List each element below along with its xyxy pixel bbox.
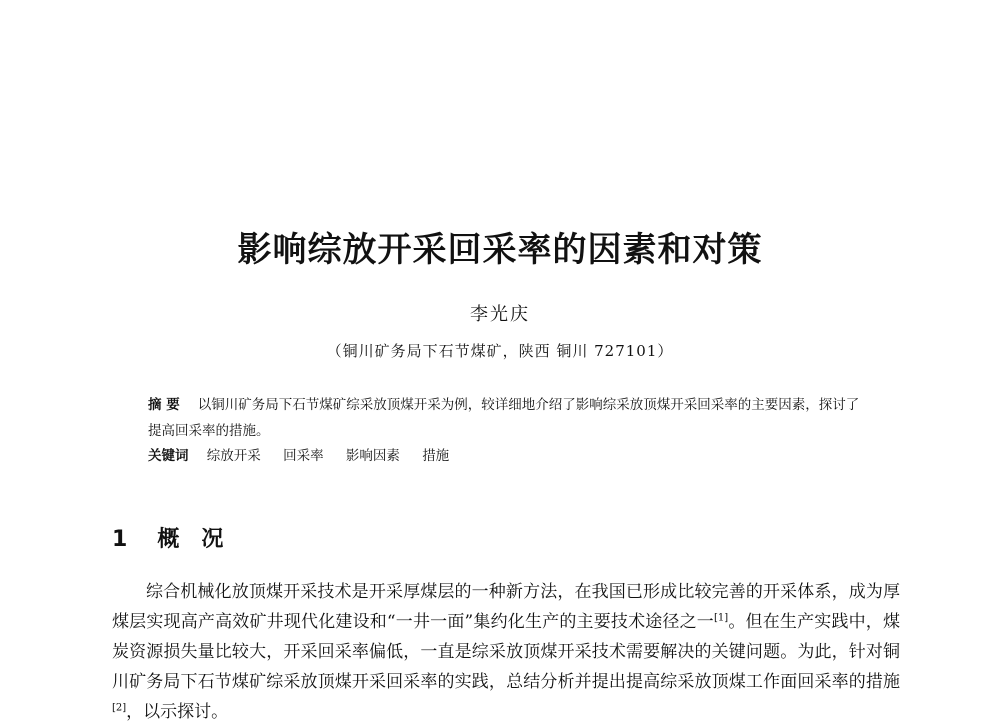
- keyword: 回采率: [283, 448, 324, 464]
- body-text-part: ，以示探讨。: [126, 702, 229, 722]
- keyword: 影响因素: [345, 448, 400, 464]
- keywords: [148, 444, 467, 468]
- section-number: 1: [112, 527, 128, 552]
- paper-title: 影响综放开采回采率的因素和对策: [237, 230, 763, 270]
- keywords-label: 关键词: [148, 448, 189, 464]
- keyword: 措施: [422, 448, 450, 464]
- abstract-label: 摘 要: [148, 397, 180, 413]
- abstract-text: 以铜川矿务局下石节煤矿综采放顶煤开采为例，较详细地介绍了影响综采放顶煤开采回采率的主要因素，探讨了提高回采率的措施。: [148, 397, 860, 439]
- body-paragraph: [112, 577, 900, 727]
- section-heading: [112, 522, 245, 553]
- citation: [1]: [713, 612, 729, 624]
- author-name: 李光庆: [470, 304, 530, 325]
- author-affiliation: （铜川矿务局下石节煤矿，陕西 铜川 727101）: [326, 342, 674, 360]
- citation: [2]: [112, 702, 127, 714]
- keyword: 综放开采: [206, 448, 261, 464]
- abstract: [148, 392, 863, 444]
- body-text-part: 综合机械化放顶煤开采技术是开采厚煤层的一种新方法，在我国已形成比较完善的开采体系，成为厚煤层实现高产高效矿井现代化建设和“一井一面”集约化生产的主要技术途径之一: [112, 582, 900, 632]
- section-title: 概况: [157, 527, 246, 552]
- body-text-part: 。但在生产实践中，煤炭资源损失量比较大，开采回采率偏低，一直是综采放顶煤开采技术需要解决的关键问题。为此，针对铜川矿务局下石节煤矿综采放顶煤开采回采率的实践，总结分析并提出提高综采放顶煤工作面回采率的措施: [112, 612, 900, 692]
